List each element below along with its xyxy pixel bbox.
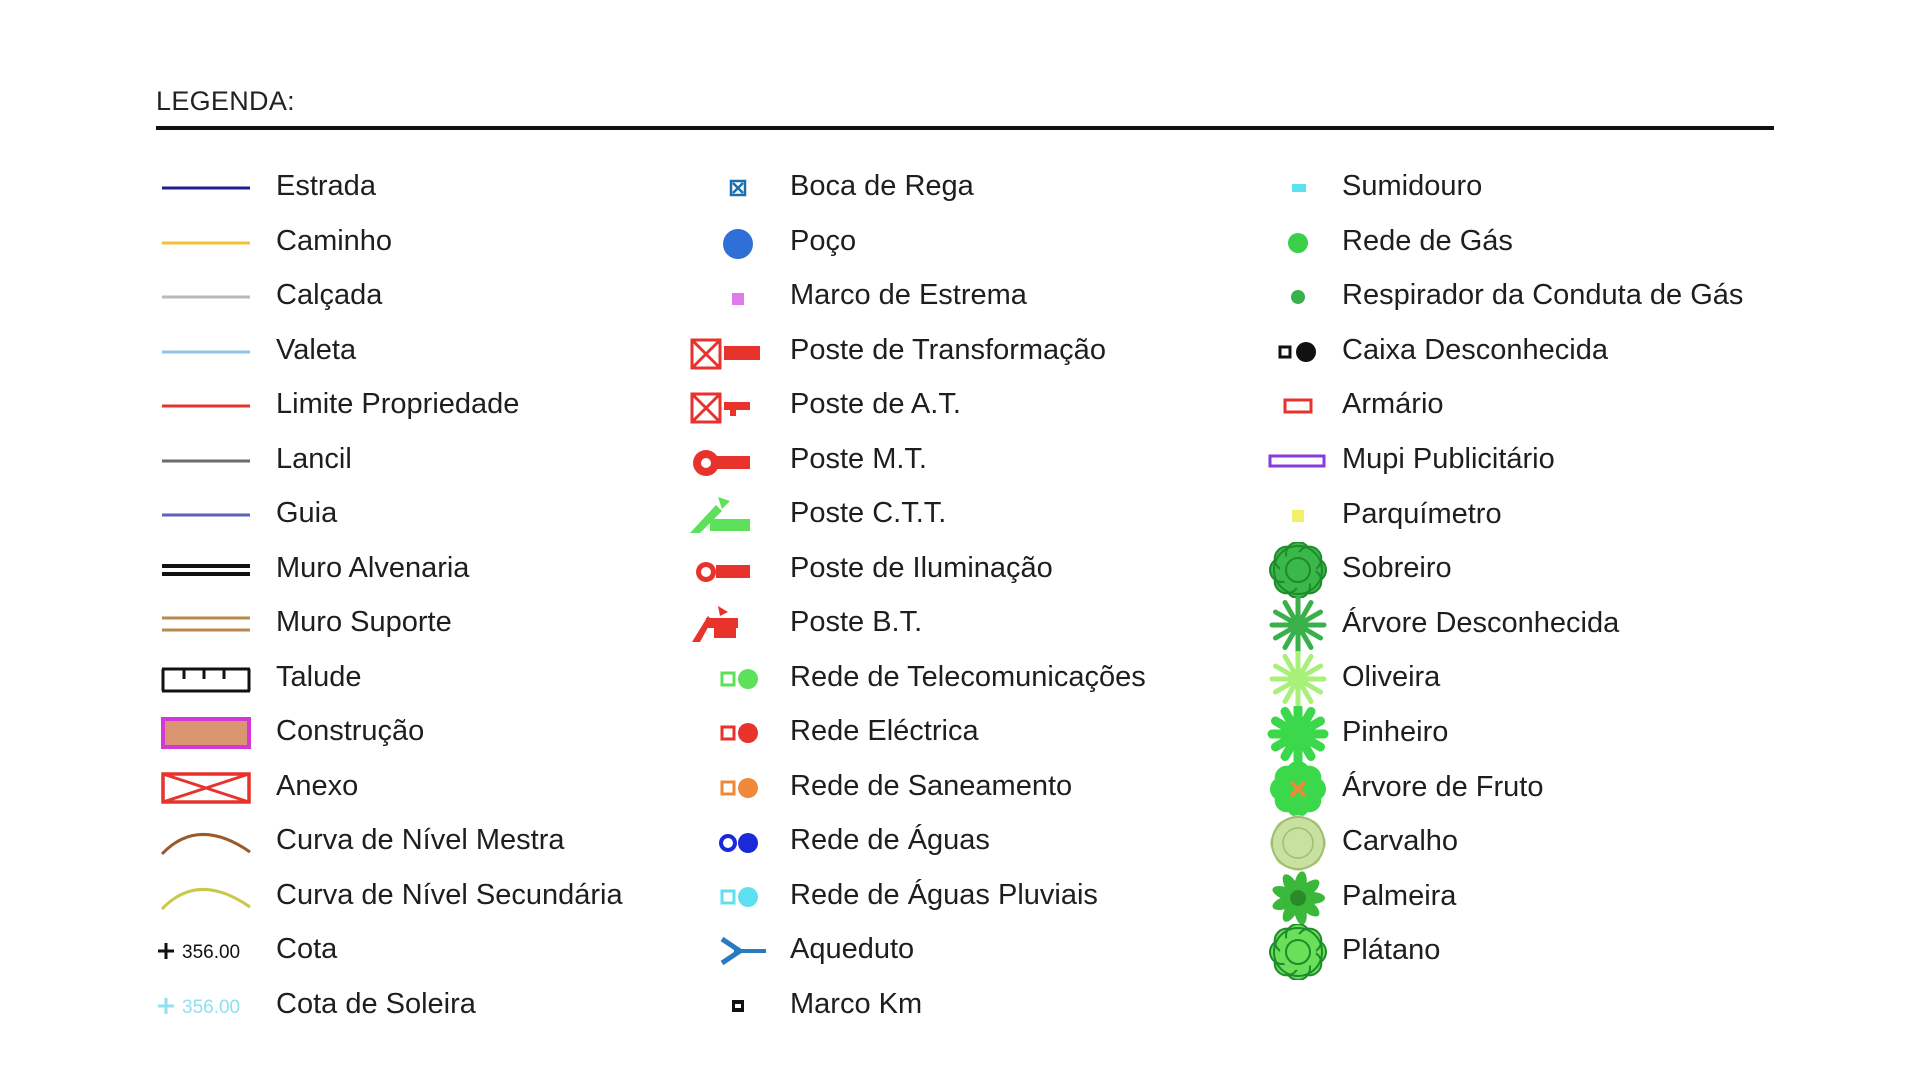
unknown-box-symbol [1248,332,1348,372]
gas-vent-symbol [1248,277,1348,317]
legend-entry-label: Calçada [276,279,383,311]
cabinet-symbol [1248,386,1348,426]
legend-entry-label: Árvore Desconhecida [1342,606,1620,639]
legend-entry-label: Rede de Águas Pluviais [790,878,1098,911]
legend-entry-label: Caixa Desconhecida [1342,333,1608,366]
legend-entry-label: Rede de Gás [1342,224,1513,257]
legend-entry-label: Rede Eléctrica [790,715,979,747]
legend-entry-label: Caminho [276,224,393,257]
legend-entry-label: Poste de A.T. [790,388,961,420]
legend-entry [1248,714,1902,754]
legend-entry [1248,605,1902,645]
fruit-tree-icon [1248,769,1348,809]
oak-tree-icon [1248,823,1348,863]
ctt-pole-symbol [688,495,788,535]
medium-voltage-pole-symbol [688,441,788,481]
legend-entry [1248,878,1902,918]
spot-elevation-symbol [158,931,258,971]
legend-header-rule [156,126,1774,130]
legend-entry [1248,550,1902,590]
curb-line-symbol [158,441,258,481]
legend-entry-label: Poço [790,224,857,257]
elevation-value: 356.00 [182,996,241,1018]
legend-entry-label: Pinheiro [1342,716,1449,748]
legend-entry-label: Muro Suporte [276,606,452,638]
legend-entry-label: Curva de Nível Secundária [276,878,623,911]
legend-entry [688,986,1350,1026]
legend-entry-label: Rede de Telecomunicações [790,660,1146,693]
legend-entry-label: Rede de Saneamento [790,769,1073,802]
legend-entry-label: Construção [276,715,425,747]
palm-tree-icon [1248,878,1348,918]
legend-entry [1248,223,1902,263]
legend-entry-label: Sumidouro [1342,170,1483,202]
legend-entry-label: Guia [276,497,338,529]
masonry-wall-symbol [158,550,258,590]
sewage-network-symbol [688,768,788,808]
drain-symbol [1248,168,1348,208]
gas-network-symbol [1248,223,1348,263]
lighting-pole-symbol [688,550,788,590]
legend-entry-label: Mupi Publicitário [1342,443,1555,475]
legend-entry-label: Armário [1342,388,1444,421]
plane-tree-icon [1248,932,1348,972]
parking-meter-symbol [1248,496,1348,536]
km-marker-symbol [688,986,788,1026]
property-limit-line-symbol [158,386,258,426]
legend-entry [1248,168,1902,208]
legend-entry [1248,332,1902,372]
legend-entry-label: Poste C.T.T. [790,497,947,529]
legend-entry-label: Poste de Iluminação [790,551,1053,584]
master-contour-symbol [158,822,258,862]
transformer-pole-symbol [688,332,788,372]
legend-title: LEGENDA: [156,86,295,116]
legend-entry [1248,823,1902,863]
legend-entry-label: Limite Propriedade [276,388,520,420]
legend-entry-label: Palmeira [1342,879,1457,912]
aqueduct-symbol [688,931,788,971]
telecom-network-symbol [688,659,788,699]
billboard-symbol [1248,441,1348,481]
path-line-symbol [158,223,258,263]
cork-oak-tree-icon [1248,550,1348,590]
electric-network-symbol [688,713,788,753]
boundary-marker-symbol [688,277,788,317]
legend-entry-label: Anexo [276,769,359,802]
legend-entry [1248,769,1902,809]
retaining-wall-symbol [158,604,258,644]
legend-entry-label: Boca de Rega [790,170,974,202]
legend-entry-label: Marco de Estrema [790,279,1027,311]
legend-entry-label: Estrada [276,170,376,202]
well-symbol [688,223,788,263]
legend-entry [1248,386,1902,426]
legend-entry [1248,441,1902,481]
stormwater-network-symbol [688,877,788,917]
legend-entry-label: Muro Alvenaria [276,551,470,584]
legend-entry-label: Sobreiro [1342,552,1452,585]
building-symbol [158,713,258,753]
road-line-symbol [158,168,258,208]
legend-entry-label: Carvalho [1342,825,1459,858]
legend-entry-label: Poste B.T. [790,606,923,638]
legend-entry-label: Valeta [276,333,357,366]
legend-entry-label: Marco Km [790,987,923,1020]
legend-entry-label: Oliveira [1342,661,1441,694]
unknown-tree-icon [1248,605,1348,645]
legend-entry-label: Respirador da Conduta de Gás [1342,279,1744,312]
legend-entry-label: Cota de Soleira [276,987,476,1020]
pine-tree-icon [1248,714,1348,754]
legend-entry-label: Poste M.T. [790,442,927,475]
legend-entry-label: Aqueduto [790,933,915,965]
legend-entry [1248,496,1902,536]
elevation-value: 356.00 [182,942,241,963]
guide-line-symbol [158,495,258,535]
slope-symbol [158,659,258,699]
annex-symbol [158,768,258,808]
legend-entry-label: Plátano [1342,934,1441,967]
threshold-elevation-symbol [158,986,258,1026]
legend-entry-label: Parquímetro [1342,497,1502,530]
low-voltage-pole-symbol [688,604,788,644]
ditch-line-symbol [158,332,258,372]
legend-entry [1248,932,1902,972]
legend-entry [1248,659,1902,699]
secondary-contour-symbol [158,877,258,917]
legend-entry [1248,277,1902,317]
olive-tree-icon [1248,659,1348,699]
legend-entry-label: Curva de Nível Mestra [276,824,565,856]
legend-entry-label: Lancil [276,442,352,475]
high-voltage-pole-symbol [688,386,788,426]
legend-entry-label: Talude [276,660,362,693]
sidewalk-line-symbol [158,277,258,317]
legend-entry-label: Cota [276,933,338,965]
water-network-symbol [688,822,788,862]
legend-entry-label: Rede de Águas [790,824,990,856]
legend-entry-label: Poste de Transformação [790,333,1106,366]
irrigation-outlet-symbol [688,168,788,208]
legend-entry-label: Árvore de Fruto [1342,770,1544,803]
